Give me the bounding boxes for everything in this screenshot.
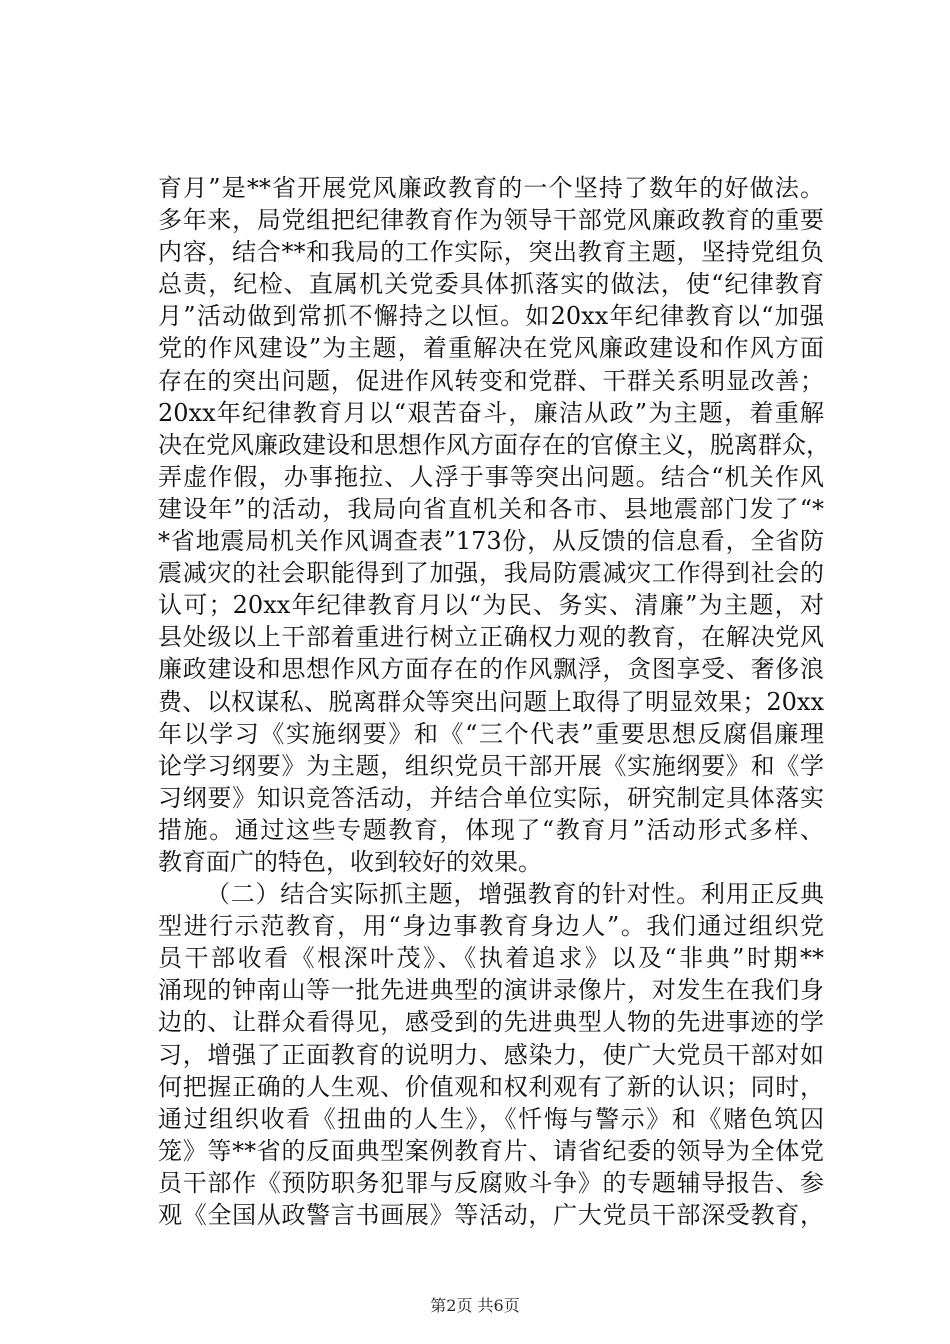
page-number-footer: 第2页 共6页 bbox=[430, 1296, 520, 1315]
text-line: 费、以权谋私、脱离群众等突出问题上取得了明显效果；20xx bbox=[158, 687, 824, 716]
text-line: 认可；20xx年纪律教育月以“为民、务实、清廉”为主题，对 bbox=[158, 591, 824, 620]
text-line: 震减灾的社会职能得到了加强，我局防震减灾工作得到社会的 bbox=[158, 559, 824, 588]
text-line: 何把握正确的人生观、价值观和权利观有了新的认识；同时， bbox=[158, 1072, 824, 1101]
text-line: 20xx年纪律教育月以“艰苦奋斗，廉洁从政”为主题，着重解 bbox=[158, 398, 824, 427]
text-line: 习纲要》知识竞答活动，并结合单位实际，研究制定具体落实 bbox=[158, 783, 824, 812]
text-line: 育月”是**省开展党风廉政教育的一个坚持了数年的好做法。 bbox=[158, 174, 824, 202]
text-line: 弄虚作假，办事拖拉、人浮于事等突出问题。结合“机关作风 bbox=[158, 462, 824, 491]
text-line: *省地震局机关作风调查表”173份，从反馈的信息看，全省防 bbox=[158, 527, 824, 556]
text-line: 通过组织收看《扭曲的人生》，《忏悔与警示》和《赌色筑囚 bbox=[158, 1104, 824, 1133]
text-line: 涌现的钟南山等一批先进典型的演讲录像片，对发生在我们身 bbox=[158, 976, 824, 1005]
text-line: 内容，结合**和我局的工作实际，突出教育主题，坚持党组负 bbox=[158, 238, 824, 267]
text-line: 月”活动做到常抓不懈持之以恒。如20xx年纪律教育以“加强 bbox=[158, 302, 824, 331]
text-line: 观《全国从政警言书画展》等活动，广大党员干部深受教育， bbox=[158, 1201, 824, 1229]
text-line: 存在的突出问题，促进作风转变和党群、干群关系明显改善； bbox=[158, 366, 824, 395]
text-line: 型进行示范教育，用“身边事教育身边人”。我们通过组织党 bbox=[158, 912, 824, 941]
text-line: 廉政建设和思想作风方面存在的作风飘浮，贪图享受、奢侈浪 bbox=[158, 655, 824, 684]
text-line: 员干部收看《根深叶茂》、《执着追求》以及“非典”时期** bbox=[158, 944, 824, 973]
text-line: 员干部作《预防职务犯罪与反腐败斗争》的专题辅导报告、参 bbox=[158, 1168, 824, 1197]
text-line: 党的作风建设”为主题，着重解决在党风廉政建设和作风方面 bbox=[158, 334, 824, 363]
text-line: 边的、让群众看得见，感受到的先进典型人物的先进事迹的学 bbox=[158, 1008, 824, 1037]
text-line: 措施。通过这些专题教育，体现了“教育月”活动形式多样、 bbox=[158, 815, 824, 844]
text-line: 习，增强了正面教育的说明力、感染力，使广大党员干部对如 bbox=[158, 1040, 824, 1069]
paragraph-end-line: 教育面广的特色，收到较好的效果。 bbox=[158, 847, 542, 876]
text-line: 县处级以上干部着重进行树立正确权力观的教育，在解决党风 bbox=[158, 623, 824, 652]
text-line: 总责，纪检、直属机关党委具体抓落实的做法，使“纪律教育 bbox=[158, 270, 824, 299]
paragraph-start-line: （二）结合实际抓主题，增强教育的针对性。利用正反典 bbox=[206, 880, 824, 909]
text-line: 建设年”的活动，我局向省直机关和各市、县地震部门发了“* bbox=[158, 494, 824, 523]
text-line: 决在党风廉政建设和思想作风方面存在的官僚主义，脱离群众， bbox=[158, 430, 830, 459]
text-line: 年以学习《实施纲要》和《“三个代表”重要思想反腐倡廉理 bbox=[158, 719, 824, 748]
body-text bbox=[158, 172, 830, 1231]
text-line: 论学习纲要》为主题，组织党员干部开展《实施纲要》和《学 bbox=[158, 751, 824, 780]
text-line: 笼》等**省的反面典型案例教育片、请省纪委的领导为全体党 bbox=[158, 1136, 824, 1165]
text-line: 多年来，局党组把纪律教育作为领导干部党风廉政教育的重要 bbox=[158, 206, 824, 235]
